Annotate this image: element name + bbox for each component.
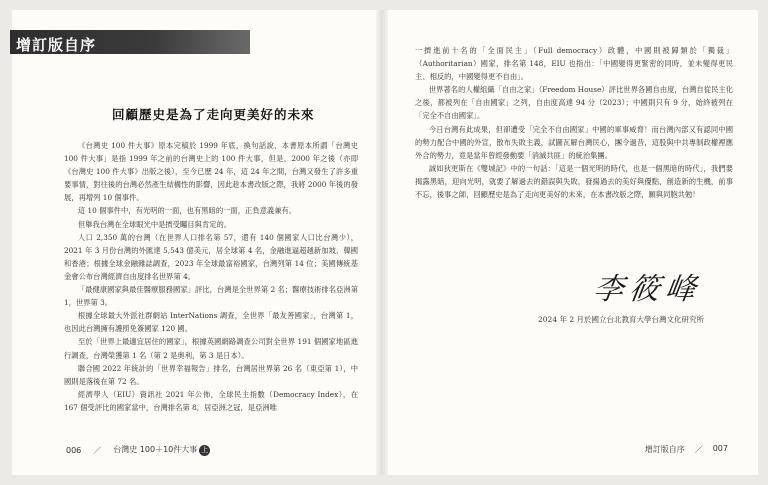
body-paragraph: 世界著名的人權組織「自由之家」（Freedom House）評比世界各國自由度，台灣自從民主化之後，都被列在「自由國家」之列，自由度高達 94 分（2023）；中國則只有 9 分，始終被列在「完全不自由國家」。 — [415, 85, 733, 121]
body-paragraph: 經濟學人（EIU）資訊社 2021 年公佈，全球民主指數（Democracy Index），在 167 個受評比的國家當中，台灣排名第 8，居亞洲之冠，是亞洲唯 — [64, 389, 358, 412]
body-paragraph: 《台灣史 100 件大事》原本完稿於 1999 年底，換句話說，本書原本所謂「台灣史 100 件大事」是指 1999 年之前的台灣史上的 100 件大事，但是，2000 年之後（亦即《台灣史 100 件大事》出版之後），至今已歷 24 年，這 24 年之間，台灣又發生了許多重要事情，對往後的台灣必然產生結構性的影響，因此趁本書改版之際，我將 2000 年後的發展，再增列 10 個事件。 — [64, 141, 358, 203]
section-name: 增訂版自序 — [644, 445, 685, 454]
book-title — [113, 444, 210, 456]
body-paragraph: 「最健康國家與最佳醫療服務國家」評比，台灣是全世界第 2 名；醫療技術排名亞洲第 1，世界第 3。 — [64, 285, 358, 308]
book-title-text: 台灣史 100＋10件大事 — [113, 445, 198, 454]
author-signature: 李筱峰 — [591, 272, 704, 307]
body-paragraph: 聯合國 2022 年統計的「世界幸福報告」排名，台灣居世界第 26 名（東亞第 1），中國則是落後在第 72 名。 — [64, 363, 358, 386]
body-paragraph: 人口 2,350 萬的台灣（在世界人口排名第 57，還有 140 個國家人口比台灣少），2021 年 3 月份台灣的外匯達 5,543 億美元，居全球第 4 名，金融進逼超越新加坡、韓國和香港；根據全球金融雜誌調查，2023 年全球最富裕國家，台灣列第 14 位；美國傳統基金會公布台灣經濟自由度排名世界第 4。 — [64, 232, 358, 281]
left-body-text — [64, 139, 358, 414]
body-paragraph: 誠如狄更斯在《雙城記》中的一句話：「這是一個光明的時代，也是一個黑暗的時代」，我們要揭露黑暗，迎向光明，就要了解過去的錯誤與失敗，發揚過去的美好與優點，創造新的生機，前事不忘，後事之師，回顧歷史是為了走向更美好的未來，在本書改版之際，願與同胞共勉！ — [415, 163, 733, 200]
body-paragraph: 這 10 個事件中，有光明的一面，也有黑暗的一面，正負意義兼有。 — [77, 206, 297, 216]
preface-subtitle: 回顧歷史是為了走向更美好的未來 — [112, 107, 315, 122]
right-page — [388, 10, 758, 475]
body-paragraph: 根據全球最大外派社群網站 InterNations 調查，全世界「最友善國家」，台灣第 1，也因此台灣擁有護照免簽國家 120 國。 — [64, 311, 358, 334]
footer-separator: ／ — [93, 445, 102, 455]
body-paragraph: 今日台灣有此成果，但卻遭受「完全不自由國家」中國的軍事威脅！而台灣內部又有認同中國的勢力配合中國的外宣，散布失敗主義，試圖瓦解台灣民心，團令過昔，這股與中共專制政權裡應外合的勢力，竟是當年曾經發動要「消滅共匪」的統治集團。 — [415, 124, 733, 160]
body-paragraph: 但舉我台灣在全球眼光中是擠受矚目與肯定的。 — [77, 219, 232, 229]
left-page — [12, 10, 376, 475]
signature-dateline: 2024 年 2 月於國立台北教育大學台灣文化研究所 — [538, 315, 705, 324]
right-footer — [645, 444, 728, 455]
body-paragraph: 至於「世界上最適宜居住的國家」，根據英國網路調查公司對全世界 191 個國家地區進行調查，台灣榮獲第 1 名（第 2 是奧利，第 3 是日本）。 — [64, 337, 358, 360]
footer-separator: ／ — [694, 445, 703, 454]
book-gutter — [376, 10, 388, 475]
section-header-title: 增訂版自序 — [16, 36, 97, 54]
left-page-number: 006 — [66, 445, 82, 455]
right-body-text — [415, 44, 733, 201]
left-footer — [66, 444, 210, 456]
volume-badge: 上 — [201, 446, 209, 454]
body-paragraph: 一擠進前十名的「全面民主」（Full democracy）政體，中國則被歸類於「獨裁」（Authoritarian）國家，排名第 148，EIU 也指出：「中國變得更緊密的同時，並未變得更民主、相反的，中國變得更不自由」。 — [415, 46, 733, 82]
right-page-number: 007 — [712, 444, 728, 453]
